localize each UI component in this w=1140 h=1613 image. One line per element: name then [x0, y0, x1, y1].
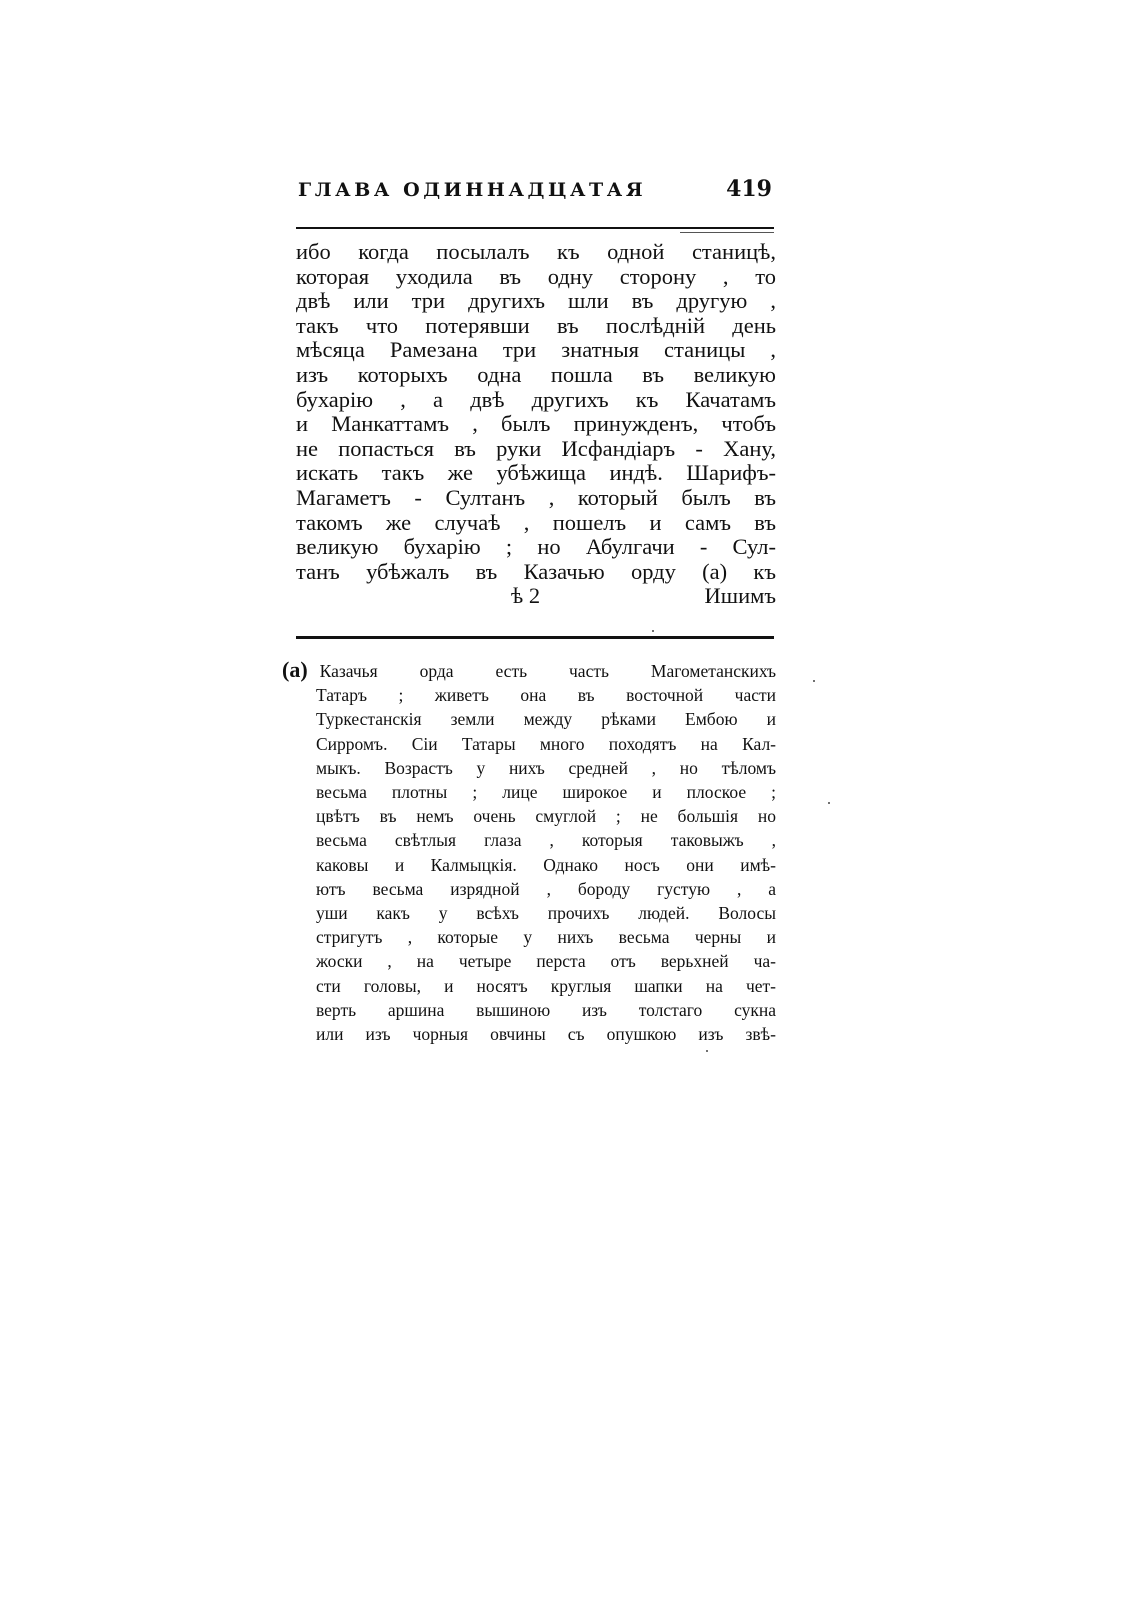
running-head: ГЛАВА ОДИННАДЦАТАЯ	[298, 179, 647, 201]
text-line: которая уходила въ одну сторону , то	[296, 263, 776, 289]
text-line: двѣ или три другихъ шли въ другую ,	[296, 288, 776, 314]
text-line: великую бухарiю ; но Абулгачи - Сул-	[296, 534, 776, 560]
main-text-block	[296, 240, 776, 609]
header-rule-thin	[680, 232, 774, 233]
footnote-line: мыкъ. Возрастъ у нихъ средней , но тѣломъ	[316, 757, 776, 778]
text-line: искать такъ же убѣжища индѣ. Шарифъ-	[296, 460, 776, 486]
text-line: и Манкаттамъ , былъ принужденъ, чтобъ	[296, 411, 776, 437]
text-line: не попасться въ руки Исфандiаръ - Хану,	[296, 435, 776, 461]
footnote-line: Туркестанскiя земли между рѣками Ембою и	[316, 709, 776, 730]
footnote-line: сти головы, и носятъ круглыя шапки на чет-	[316, 975, 776, 996]
footnote-line-text: Казачья орда есть часть Магометанскихъ	[319, 661, 776, 681]
print-speck	[813, 680, 815, 682]
footnote-line: цвѣтъ въ немъ очень смуглой ; не большiя но	[316, 806, 776, 827]
text-line: танъ убѣжалъ въ Казачью орду (а) къ	[296, 558, 776, 584]
text-line: Магаметъ - Султанъ , который былъ въ	[296, 484, 776, 510]
print-speck	[828, 802, 830, 804]
footnote-line: Сирромъ. Сiи Татары много походятъ на Кал-	[316, 733, 776, 754]
text-line: изъ которыхъ одна пошла въ великую	[296, 361, 776, 387]
print-speck	[652, 630, 654, 632]
footnote-line: ютъ весьма изрядной , бороду густую , а	[316, 878, 776, 899]
page-number: 419	[726, 176, 772, 202]
footnote-line: или изъ чорныя овчины съ опушкою изъ звѣ-	[316, 1024, 776, 1045]
footnote-line: Татаръ ; живетъ она въ восточной части	[316, 685, 776, 706]
header-rule	[296, 227, 774, 229]
footnote-line: весьма свѣтлыя глаза , которыя таковыжъ ,	[316, 830, 776, 851]
signature-mark: ѣ 2	[511, 583, 541, 609]
page-header	[298, 176, 772, 202]
footnote-line: жоски , на четыре перста отъ верьхней ча-	[316, 951, 776, 972]
text-line: бухарiю , а двѣ другихъ къ Качатамъ	[296, 386, 776, 412]
footnote-block	[282, 658, 776, 1046]
catchword: Ишимъ	[704, 583, 776, 609]
footnote-line: верть аршина вышиною изъ толстаго сукна	[316, 999, 776, 1020]
text-line: мѣсяца Рамезана три знатныя станицы ,	[296, 337, 776, 363]
footnote-separator-rule	[296, 636, 774, 639]
signature-line	[296, 584, 776, 609]
print-speck	[706, 1050, 708, 1052]
footnote-line	[282, 658, 776, 683]
text-line: такомъ же случаѣ , пошелъ и самъ въ	[296, 509, 776, 535]
text-line: такъ что потерявши въ послѣднiй день	[296, 312, 776, 338]
footnote-line: уши какъ у всѣхъ прочихъ людей. Волосы	[316, 903, 776, 924]
text-line: ибо когда посылалъ къ одной станицѣ,	[296, 239, 776, 264]
footnote-line: весьма плотны ; лице широкое и плоское ;	[316, 782, 776, 803]
footnote-marker: (а)	[282, 657, 308, 682]
footnote-line: каковы и Калмыцкiя. Однако носъ они имѣ-	[316, 854, 776, 875]
footnote-line: стригутъ , которые у нихъ весьма черны и	[316, 927, 776, 948]
